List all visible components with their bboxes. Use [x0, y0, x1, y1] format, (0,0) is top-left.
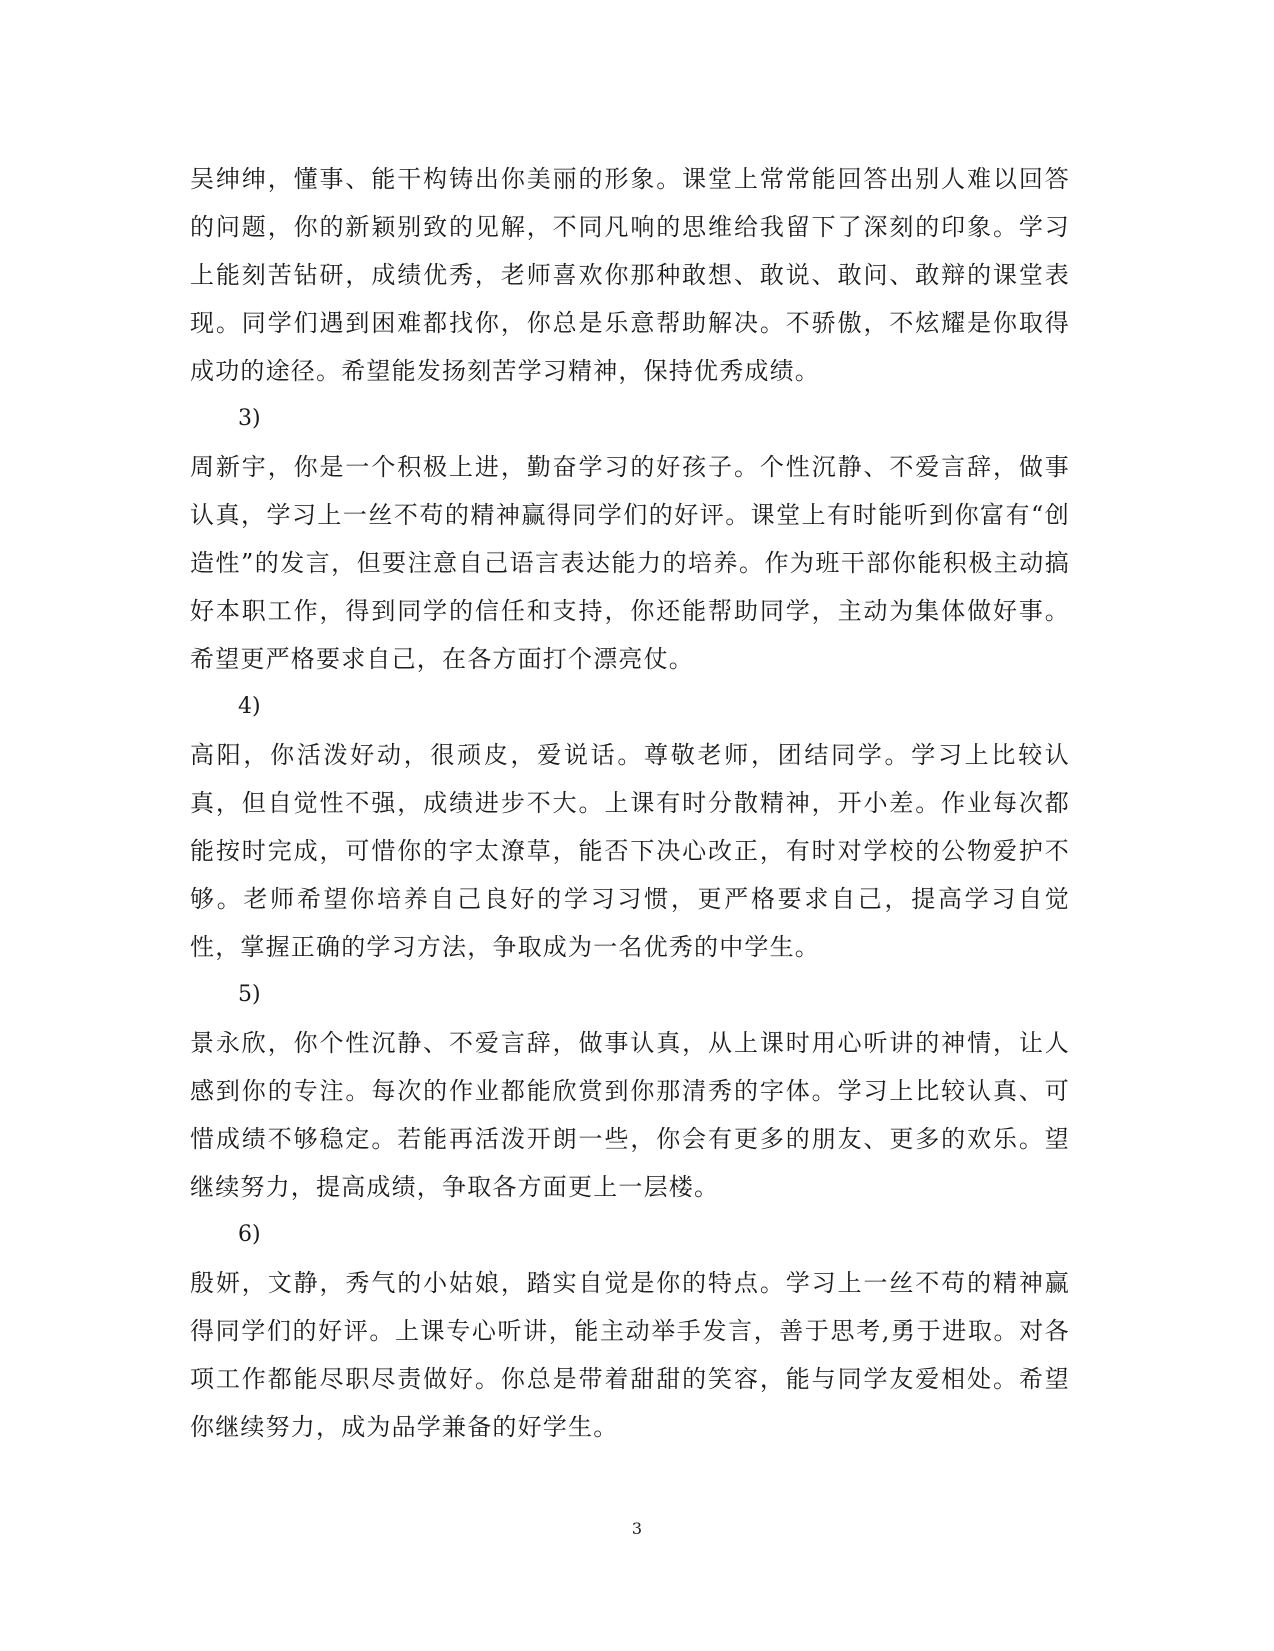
paragraph: 高阳，你活泼好动，很顽皮，爱说话。尊敬老师，团结同学。学习上比较认真，但自觉性不强，成绩进步不大。上课有时分散精神，开小差。作业每次都能按时完成，可惜你的字太潦草，能否下决心改正，有时对学校的公物爱护不够。老师希望你培养自己良好的学习习惯，更严格要求自己，提高学习自觉性，掌握正确的学习方法，争取成为一名优秀的中学生。 [190, 741, 1070, 961]
paragraph: 周新宇，你是一个积极上进，勤奋学习的好孩子。个性沉静、不爱言辞，做事认真，学习上一丝不苟的精神赢得同学们的好评。课堂上有时能听到你富有“创造性”的发言，但要注意自己语言表达能力的培养。作为班干部你能积极主动搞好本职工作，得到同学的信任和支持，你还能帮助同学，主动为集体做好事。希望更严格要求自己，在各方面打个漂亮仗。 [190, 453, 1070, 673]
item-number: 4) [238, 694, 261, 719]
item-number: 3) [238, 406, 261, 431]
page-content [190, 155, 1070, 1451]
item-number: 6) [238, 1222, 261, 1247]
item-number: 5) [238, 982, 261, 1007]
page-number: 3 [631, 1519, 643, 1538]
paragraph: 吴绅绅，懂事、能干构铸出你美丽的形象。课堂上常常能回答出别人难以回答的问题，你的新颖别致的见解，不同凡响的思维给我留下了深刻的印象。学习上能刻苦钻研，成绩优秀，老师喜欢你那种敢想、敢说、敢问、敢辩的课堂表现。同学们遇到困难都找你，你总是乐意帮助解决。不骄傲，不炫耀是你取得成功的途径。希望能发扬刻苦学习精神，保持优秀成绩。 [190, 165, 1070, 385]
paragraph: 景永欣，你个性沉静、不爱言辞，做事认真，从上课时用心听讲的神情，让人感到你的专注。每次的作业都能欣赏到你那清秀的字体。学习上比较认真、可惜成绩不够稳定。若能再活泼开朗一些，你会有更多的朋友、更多的欢乐。望继续努力，提高成绩，争取各方面更上一层楼。 [190, 1029, 1070, 1201]
paragraph: 殷妍，文静，秀气的小姑娘，踏实自觉是你的特点。学习上一丝不苟的精神赢得同学们的好评。上课专心听讲，能主动举手发言，善于思考,勇于进取。对各项工作都能尽职尽责做好。你总是带着甜甜的笑容，能与同学友爱相处。希望你继续努力，成为品学兼备的好学生。 [190, 1269, 1070, 1441]
